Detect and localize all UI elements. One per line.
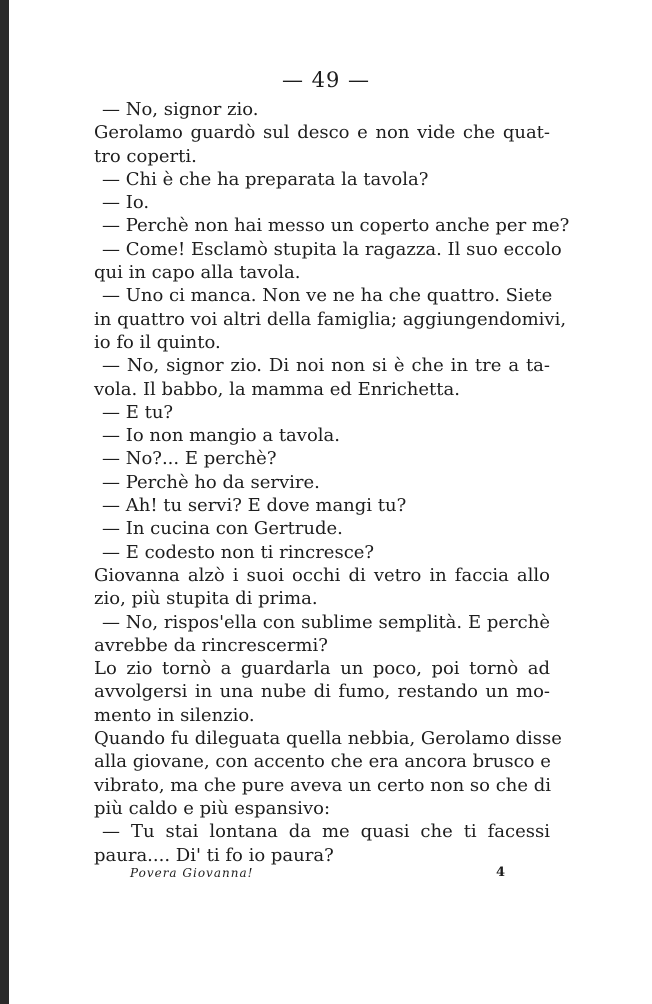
text-line: — No, signor zio.: [102, 99, 259, 120]
text-line: — Tu stai lontana da me quasi che ti facessi: [102, 821, 550, 843]
text-line: avvolgersi in una nube di fumo, restando un mo-: [94, 681, 550, 703]
text-line: più caldo e più espansivo:: [94, 797, 331, 819]
text-line: vola. Il babbo, la mamma ed Enrichetta.: [94, 378, 460, 400]
text-line: — Come! Esclamò stupita la ragazza. Il suo eccolo: [102, 238, 562, 260]
text-line: qui in capo alla tavola.: [94, 262, 301, 284]
text-line: — E tu?: [102, 401, 174, 423]
text-line: Lo zio tornò a guardarla un poco, poi tornò ad: [94, 658, 550, 680]
text-line: — Perchè non hai messo un coperto anche per me?: [102, 215, 570, 237]
text-line: vibrato, ma che pure aveva un certo non so che di: [94, 774, 552, 796]
text-line: mento in silenzio.: [94, 704, 255, 726]
text-line: — Uno ci manca. Non ve ne ha che quattro. Siete: [102, 285, 553, 307]
text-line: — In cucina con Gertrude.: [102, 518, 343, 540]
text-line: paura.... Di' ti fo io paura?: [94, 844, 334, 866]
text-line: — No, signor zio. Di noi non si è che in tre a ta-: [102, 355, 550, 377]
page-footer: [130, 863, 550, 883]
text-line: io fo il quinto.: [94, 331, 221, 353]
text-line: Quando fu dileguata quella nebbia, Gerolamo disse: [94, 728, 562, 750]
page-number: — 49 —: [281, 68, 371, 92]
text-line: — E codesto non ti rincresce?: [102, 541, 375, 563]
text-line: — Chi è che ha preparata la tavola?: [102, 168, 429, 190]
footer-book-title: Povera Giovanna!: [130, 866, 254, 880]
text-line: tro coperti.: [94, 145, 197, 167]
page-edge-shadow: [0, 0, 9, 1004]
text-line: Gerolamo guardò sul desco e non vide che quat-: [94, 122, 550, 144]
printer-signature-mark: 4: [496, 865, 506, 880]
body-text: [94, 98, 570, 867]
text-line: zio, più stupita di prima.: [94, 588, 318, 610]
text-line: in quattro voi altri della famiglia; aggiungendomivi,: [94, 308, 567, 330]
text-line: avrebbe da rincrescermi?: [94, 634, 328, 656]
text-line: alla giovane, con accento che era ancora brusco e: [94, 751, 551, 773]
text-line: — No, rispos'ella con sublime semplità. E perchè: [102, 611, 550, 633]
text-line: — Io non mangio a tavola.: [102, 425, 340, 447]
text-line: — Ah! tu servi? E dove mangi tu?: [102, 495, 407, 517]
text-line: — No?... E perchè?: [102, 448, 277, 470]
text-line: — Perchè ho da servire.: [102, 471, 320, 493]
text-line: — Io.: [102, 192, 150, 214]
text-line: Giovanna alzò i suoi occhi di vetro in faccia allo: [94, 564, 550, 586]
